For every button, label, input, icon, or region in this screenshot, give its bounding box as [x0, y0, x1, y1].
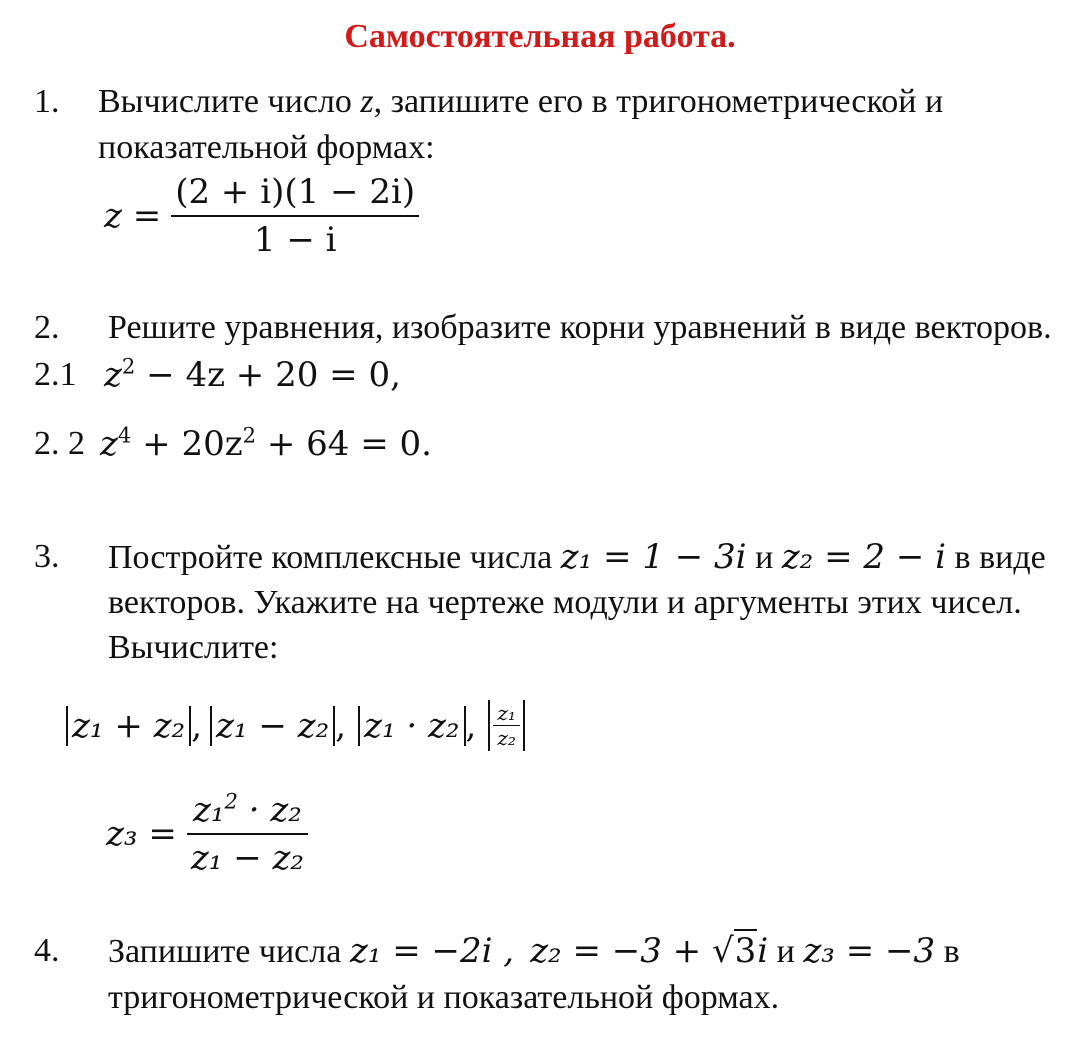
page-title: Самостоятельная работа.	[344, 18, 736, 55]
abs-product: z₁ · z₂	[358, 706, 466, 746]
formula-lhs: z =	[104, 196, 162, 236]
task-1-line-1: Вычислите число z, запишите его в тригонометрической и	[98, 83, 944, 120]
fraction-numerator: (2 + i)(1 − 2i)	[175, 172, 416, 212]
task-3-line-3: Вычислите:	[108, 629, 279, 666]
equation-2-number: 2. 2	[34, 425, 85, 462]
fraction	[171, 172, 419, 260]
equation-1-number: 2.1	[34, 356, 77, 393]
task-3-line-1: Постройте комплексные числа z₁ = 1 − 3i и z₂ = 2 − i в виде	[108, 537, 1046, 577]
equation-2: $z^4 + 20z^2 + 64 = 0$.	[100, 422, 432, 464]
task-2-text: Решите уравнения, изобразите корни уравнений в виде векторов.	[108, 309, 1052, 346]
z3-fraction: $\frac{z_1^2 \cdot z_2}{\text{z₁ − z₂}}$	[187, 790, 308, 878]
abs-difference: z₁ − z₂	[210, 706, 335, 746]
equation-1: $z^2 - 4z + 20 = 0$,	[104, 353, 401, 395]
fraction-denominator: 1 − i	[253, 220, 337, 260]
task-3-line-2: векторов. Укажите на чертеже модули и аргументы этих чисел.	[108, 584, 1022, 621]
task-1-formula	[104, 172, 419, 260]
task-3-number: 3.	[34, 538, 60, 575]
task-1-line-2: показательной формах:	[98, 129, 435, 166]
task-1-number: 1.	[34, 83, 60, 120]
task-3-expressions: z₁ + z₂ , z₁ − z₂ , z₁ · z₂ , $\frac{\text{z₁}}{\text{z₂}}$	[66, 700, 525, 751]
task-4-number: 4.	[34, 932, 60, 969]
task-4-line-2: тригонометрической и показательной формах.	[108, 979, 780, 1016]
z3-formula: z₃ = $\frac{z_1^2 \cdot z_2}{\text{z₁ − z₂}}$	[106, 790, 308, 878]
task-2-number: 2.	[34, 309, 60, 346]
task-4-line-1: Запишите числа z₁ = −2i , z₂ = −3 + √3i и z₃ = −3 в	[108, 931, 960, 971]
abs-quotient: $\frac{\text{z₁}}{\text{z₂}}$	[488, 700, 525, 751]
abs-sum: z₁ + z₂	[66, 706, 191, 746]
sqrt-symbol: √3	[711, 931, 757, 971]
